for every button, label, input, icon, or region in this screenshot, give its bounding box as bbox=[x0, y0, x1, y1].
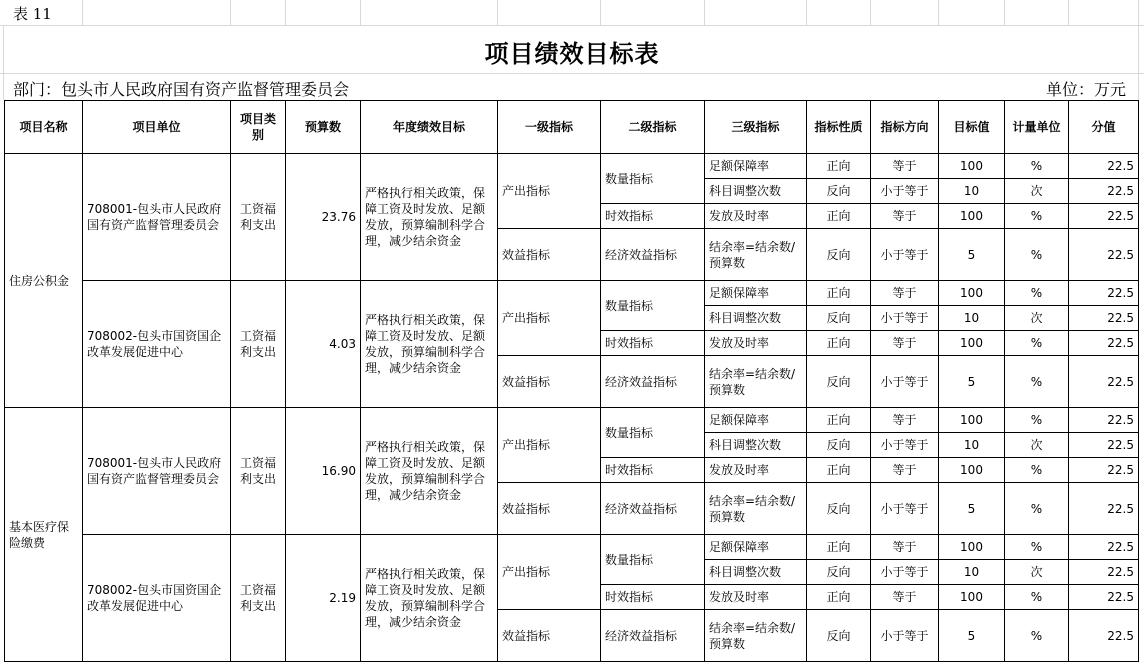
score-cell[interactable]: 22.5 bbox=[1069, 154, 1139, 179]
level3-indicator-cell[interactable]: 发放及时率 bbox=[705, 585, 807, 610]
indicator-direction-cell[interactable]: 等于 bbox=[871, 585, 939, 610]
level3-indicator-cell[interactable]: 科目调整次数 bbox=[705, 433, 807, 458]
indicator-nature-cell[interactable]: 反向 bbox=[807, 483, 871, 535]
level2-indicator-cell[interactable]: 经济效益指标 bbox=[601, 483, 705, 535]
level3-indicator-cell[interactable]: 发放及时率 bbox=[705, 331, 807, 356]
indicator-direction-cell[interactable]: 小于等于 bbox=[871, 306, 939, 331]
level2-indicator-cell[interactable]: 时效指标 bbox=[601, 585, 705, 610]
project-category-cell[interactable]: 工资福利支出 bbox=[231, 408, 286, 535]
measure-unit-cell[interactable]: % bbox=[1005, 331, 1069, 356]
level3-indicator-cell[interactable]: 足额保障率 bbox=[705, 408, 807, 433]
measure-unit-cell[interactable]: % bbox=[1005, 154, 1069, 179]
measure-unit-cell[interactable]: 次 bbox=[1005, 306, 1069, 331]
score-cell[interactable]: 22.5 bbox=[1069, 229, 1139, 281]
level3-indicator-cell[interactable]: 足额保障率 bbox=[705, 281, 807, 306]
header-cell[interactable]: 二级指标 bbox=[601, 101, 705, 154]
target-value-cell[interactable]: 5 bbox=[939, 229, 1005, 281]
level1-indicator-cell[interactable]: 产出指标 bbox=[498, 154, 601, 229]
indicator-direction-cell[interactable]: 等于 bbox=[871, 204, 939, 229]
measure-unit-cell[interactable]: % bbox=[1005, 281, 1069, 306]
score-cell[interactable]: 22.5 bbox=[1069, 204, 1139, 229]
indicator-nature-cell[interactable]: 反向 bbox=[807, 306, 871, 331]
score-cell[interactable]: 22.5 bbox=[1069, 458, 1139, 483]
score-cell[interactable]: 22.5 bbox=[1069, 356, 1139, 408]
indicator-nature-cell[interactable]: 正向 bbox=[807, 585, 871, 610]
score-cell[interactable]: 22.5 bbox=[1069, 331, 1139, 356]
grid-line bbox=[360, 0, 361, 25]
header-cell[interactable]: 分值 bbox=[1069, 101, 1139, 154]
target-value-cell[interactable]: 10 bbox=[939, 179, 1005, 204]
project-unit-cell[interactable]: 708002-包头市国资国企改革发展促进中心 bbox=[83, 281, 231, 408]
project-unit-cell[interactable]: 708002-包头市国资国企改革发展促进中心 bbox=[83, 535, 231, 662]
indicator-nature-cell[interactable]: 反向 bbox=[807, 610, 871, 662]
budget-cell[interactable]: 4.03 bbox=[286, 281, 361, 408]
indicator-nature-cell[interactable]: 反向 bbox=[807, 433, 871, 458]
level3-indicator-cell[interactable]: 结余率=结余数/预算数 bbox=[705, 610, 807, 662]
level1-indicator-cell[interactable]: 产出指标 bbox=[498, 281, 601, 356]
indicator-direction-cell[interactable]: 小于等于 bbox=[871, 610, 939, 662]
indicator-nature-cell[interactable]: 反向 bbox=[807, 356, 871, 408]
grid-line bbox=[1068, 0, 1069, 25]
level3-indicator-cell[interactable]: 结余率=结余数/预算数 bbox=[705, 356, 807, 408]
level2-indicator-cell[interactable]: 数量指标 bbox=[601, 535, 705, 585]
table-number: 表 11 bbox=[13, 5, 52, 23]
grid-line bbox=[497, 0, 498, 25]
grid-line bbox=[600, 0, 601, 25]
grid-line bbox=[1004, 0, 1005, 25]
target-value-cell[interactable]: 100 bbox=[939, 535, 1005, 560]
annual-goal-cell[interactable]: 严格执行相关政策，保障工资及时发放、足额发放，预算编制科学合理，减少结余资金 bbox=[361, 154, 498, 281]
indicator-direction-cell[interactable]: 小于等于 bbox=[871, 229, 939, 281]
score-cell[interactable]: 22.5 bbox=[1069, 585, 1139, 610]
project-category-cell[interactable]: 工资福利支出 bbox=[231, 281, 286, 408]
target-value-cell[interactable]: 100 bbox=[939, 154, 1005, 179]
project-category-cell[interactable]: 工资福利支出 bbox=[231, 154, 286, 281]
level2-indicator-cell[interactable]: 时效指标 bbox=[601, 204, 705, 229]
level2-indicator-cell[interactable]: 经济效益指标 bbox=[601, 229, 705, 281]
table-row bbox=[5, 281, 1139, 306]
level3-indicator-cell[interactable]: 结余率=结余数/预算数 bbox=[705, 229, 807, 281]
header-cell[interactable]: 指标方向 bbox=[871, 101, 939, 154]
header-row bbox=[5, 101, 1139, 154]
target-value-cell[interactable]: 5 bbox=[939, 483, 1005, 535]
grid-line bbox=[230, 0, 231, 25]
indicator-nature-cell[interactable]: 正向 bbox=[807, 204, 871, 229]
indicator-direction-cell[interactable]: 小于等于 bbox=[871, 179, 939, 204]
level1-indicator-cell[interactable]: 效益指标 bbox=[498, 483, 601, 535]
score-cell[interactable]: 22.5 bbox=[1069, 179, 1139, 204]
measure-unit-cell[interactable]: % bbox=[1005, 610, 1069, 662]
indicator-nature-cell[interactable]: 反向 bbox=[807, 229, 871, 281]
header-cell[interactable]: 项目单位 bbox=[83, 101, 231, 154]
budget-cell[interactable]: 23.76 bbox=[286, 154, 361, 281]
page-title: 项目绩效目标表 bbox=[484, 40, 660, 68]
target-value-cell[interactable]: 10 bbox=[939, 560, 1005, 585]
level3-indicator-cell[interactable]: 结余率=结余数/预算数 bbox=[705, 483, 807, 535]
target-value-cell[interactable]: 100 bbox=[939, 408, 1005, 433]
grid-line bbox=[0, 25, 1144, 26]
performance-table bbox=[4, 100, 1139, 662]
header-cell[interactable]: 一级指标 bbox=[498, 101, 601, 154]
indicator-nature-cell[interactable]: 正向 bbox=[807, 154, 871, 179]
annual-goal-cell[interactable]: 严格执行相关政策，保障工资及时发放、足额发放，预算编制科学合理，减少结余资金 bbox=[361, 408, 498, 535]
indicator-direction-cell[interactable]: 小于等于 bbox=[871, 560, 939, 585]
level1-indicator-cell[interactable]: 产出指标 bbox=[498, 408, 601, 483]
level2-indicator-cell[interactable]: 时效指标 bbox=[601, 331, 705, 356]
table-row bbox=[5, 535, 1139, 560]
level2-indicator-cell[interactable]: 数量指标 bbox=[601, 408, 705, 458]
score-cell[interactable]: 22.5 bbox=[1069, 535, 1139, 560]
indicator-nature-cell[interactable]: 正向 bbox=[807, 458, 871, 483]
header-cell[interactable]: 目标值 bbox=[939, 101, 1005, 154]
header-cell[interactable]: 项目类别 bbox=[231, 101, 286, 154]
header-cell[interactable]: 预算数 bbox=[286, 101, 361, 154]
level3-indicator-cell[interactable]: 科目调整次数 bbox=[705, 306, 807, 331]
measure-unit-cell[interactable]: 次 bbox=[1005, 179, 1069, 204]
budget-cell[interactable]: 16.90 bbox=[286, 408, 361, 535]
indicator-direction-cell[interactable]: 等于 bbox=[871, 331, 939, 356]
measure-unit-cell[interactable]: % bbox=[1005, 535, 1069, 560]
level1-indicator-cell[interactable]: 产出指标 bbox=[498, 535, 601, 610]
grid-line bbox=[938, 0, 939, 25]
header-cell[interactable]: 年度绩效目标 bbox=[361, 101, 498, 154]
header-cell[interactable]: 计量单位 bbox=[1005, 101, 1069, 154]
grid-line bbox=[0, 73, 1144, 74]
table-row bbox=[5, 154, 1139, 179]
measure-unit-cell[interactable]: % bbox=[1005, 229, 1069, 281]
level1-indicator-cell[interactable]: 效益指标 bbox=[498, 610, 601, 662]
indicator-direction-cell[interactable]: 等于 bbox=[871, 458, 939, 483]
level2-indicator-cell[interactable]: 经济效益指标 bbox=[601, 610, 705, 662]
indicator-direction-cell[interactable]: 小于等于 bbox=[871, 356, 939, 408]
indicator-direction-cell[interactable]: 小于等于 bbox=[871, 433, 939, 458]
level1-indicator-cell[interactable]: 效益指标 bbox=[498, 356, 601, 408]
indicator-nature-cell[interactable]: 正向 bbox=[807, 281, 871, 306]
indicator-nature-cell[interactable]: 反向 bbox=[807, 179, 871, 204]
target-value-cell[interactable]: 10 bbox=[939, 433, 1005, 458]
measure-unit-cell[interactable]: % bbox=[1005, 204, 1069, 229]
table-row bbox=[5, 408, 1139, 433]
measure-unit-cell[interactable]: % bbox=[1005, 356, 1069, 408]
level3-indicator-cell[interactable]: 科目调整次数 bbox=[705, 179, 807, 204]
level2-indicator-cell[interactable]: 经济效益指标 bbox=[601, 356, 705, 408]
budget-cell[interactable]: 2.19 bbox=[286, 535, 361, 662]
annual-goal-cell[interactable]: 严格执行相关政策，保障工资及时发放、足额发放，预算编制科学合理，减少结余资金 bbox=[361, 535, 498, 662]
score-cell[interactable]: 22.5 bbox=[1069, 610, 1139, 662]
measure-unit-cell[interactable]: % bbox=[1005, 458, 1069, 483]
measure-unit-cell[interactable]: % bbox=[1005, 483, 1069, 535]
target-value-cell[interactable]: 100 bbox=[939, 458, 1005, 483]
indicator-direction-cell[interactable]: 等于 bbox=[871, 408, 939, 433]
header-cell[interactable]: 指标性质 bbox=[807, 101, 871, 154]
level3-indicator-cell[interactable]: 科目调整次数 bbox=[705, 560, 807, 585]
measure-unit-cell[interactable]: 次 bbox=[1005, 560, 1069, 585]
score-cell[interactable]: 22.5 bbox=[1069, 306, 1139, 331]
project-name-cell[interactable]: 住房公积金 bbox=[5, 154, 83, 408]
score-cell[interactable]: 22.5 bbox=[1069, 433, 1139, 458]
department-label: 部门：包头市人民政府国有资产监督管理委员会 bbox=[13, 80, 350, 99]
indicator-nature-cell[interactable]: 反向 bbox=[807, 560, 871, 585]
indicator-direction-cell[interactable]: 等于 bbox=[871, 281, 939, 306]
target-value-cell[interactable]: 10 bbox=[939, 306, 1005, 331]
grid-line bbox=[806, 0, 807, 25]
grid-line bbox=[870, 0, 871, 25]
table-body bbox=[5, 154, 1139, 662]
header-cell[interactable]: 三级指标 bbox=[705, 101, 807, 154]
project-unit-cell[interactable]: 708001-包头市人民政府国有资产监督管理委员会 bbox=[83, 408, 231, 535]
target-value-cell[interactable]: 5 bbox=[939, 356, 1005, 408]
score-cell[interactable]: 22.5 bbox=[1069, 560, 1139, 585]
score-cell[interactable]: 22.5 bbox=[1069, 408, 1139, 433]
unit-label: 单位：万元 bbox=[1045, 80, 1126, 99]
project-category-cell[interactable]: 工资福利支出 bbox=[231, 535, 286, 662]
project-unit-cell[interactable]: 708001-包头市人民政府国有资产监督管理委员会 bbox=[83, 154, 231, 281]
grid-line bbox=[285, 0, 286, 25]
indicator-direction-cell[interactable]: 等于 bbox=[871, 154, 939, 179]
project-name-cell[interactable]: 基本医疗保险缴费 bbox=[5, 408, 83, 662]
measure-unit-cell[interactable]: % bbox=[1005, 408, 1069, 433]
indicator-direction-cell[interactable]: 小于等于 bbox=[871, 483, 939, 535]
level1-indicator-cell[interactable]: 效益指标 bbox=[498, 229, 601, 281]
target-value-cell[interactable]: 100 bbox=[939, 585, 1005, 610]
target-value-cell[interactable]: 100 bbox=[939, 281, 1005, 306]
level2-indicator-cell[interactable]: 数量指标 bbox=[601, 154, 705, 204]
level3-indicator-cell[interactable]: 发放及时率 bbox=[705, 458, 807, 483]
target-value-cell[interactable]: 100 bbox=[939, 331, 1005, 356]
annual-goal-cell[interactable]: 严格执行相关政策，保障工资及时发放、足额发放，预算编制科学合理，减少结余资金 bbox=[361, 281, 498, 408]
level3-indicator-cell[interactable]: 足额保障率 bbox=[705, 154, 807, 179]
score-cell[interactable]: 22.5 bbox=[1069, 281, 1139, 306]
level2-indicator-cell[interactable]: 数量指标 bbox=[601, 281, 705, 331]
level2-indicator-cell[interactable]: 时效指标 bbox=[601, 458, 705, 483]
grid-line bbox=[82, 0, 83, 25]
measure-unit-cell[interactable]: % bbox=[1005, 585, 1069, 610]
target-value-cell[interactable]: 5 bbox=[939, 610, 1005, 662]
indicator-direction-cell[interactable]: 等于 bbox=[871, 535, 939, 560]
indicator-nature-cell[interactable]: 正向 bbox=[807, 408, 871, 433]
header-cell[interactable]: 项目名称 bbox=[5, 101, 83, 154]
level3-indicator-cell[interactable]: 足额保障率 bbox=[705, 535, 807, 560]
grid-line bbox=[704, 0, 705, 25]
score-cell[interactable]: 22.5 bbox=[1069, 483, 1139, 535]
measure-unit-cell[interactable]: 次 bbox=[1005, 433, 1069, 458]
level3-indicator-cell[interactable]: 发放及时率 bbox=[705, 204, 807, 229]
indicator-nature-cell[interactable]: 正向 bbox=[807, 535, 871, 560]
target-value-cell[interactable]: 100 bbox=[939, 204, 1005, 229]
indicator-nature-cell[interactable]: 正向 bbox=[807, 331, 871, 356]
